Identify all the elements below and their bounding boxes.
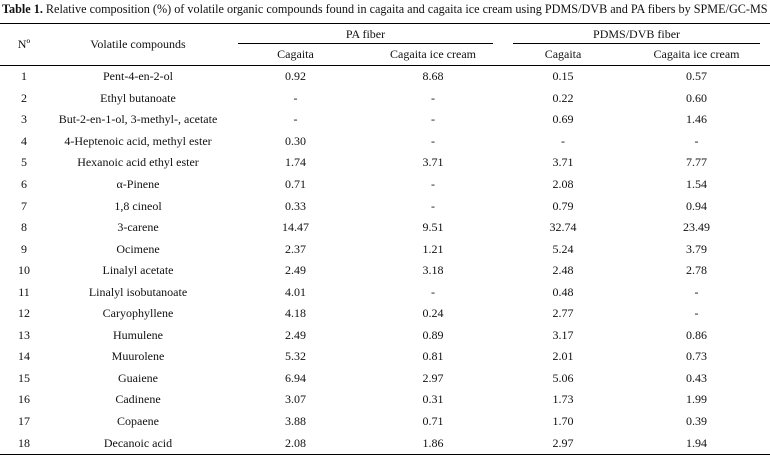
pa-ice-cream-value: 3.71: [422, 155, 444, 170]
pdms-cagaita-value: 5.24: [552, 241, 574, 256]
pdms-cagaita-value: 3.71: [552, 155, 574, 170]
table-row: [0, 174, 770, 196]
table-row: [0, 368, 770, 390]
row-number: 5: [21, 155, 27, 170]
pdms-ice-cream-value: 1.99: [686, 392, 708, 407]
pdms-cagaita-value: 5.06: [552, 370, 574, 385]
pa-ice-cream-value: 2.97: [422, 370, 444, 385]
pdms-ice-cream-value: 0.39: [686, 414, 708, 429]
header-row-groups: [0, 24, 770, 45]
table-row: [0, 346, 770, 368]
pa-ice-cream-value: 0.89: [422, 327, 444, 342]
table-row: [0, 131, 770, 153]
pdms-ice-cream-value: 1.46: [686, 112, 708, 127]
pdms-ice-cream-value: 0.43: [686, 370, 708, 385]
pa-ice-cream-value: 0.81: [422, 349, 444, 364]
pdms-cagaita-value: 1.73: [552, 392, 574, 407]
pdms-ice-cream-value: 1.94: [686, 435, 708, 450]
pdms-ice-cream-value: 0.94: [686, 198, 708, 213]
pa-ice-cream-value: 3.18: [422, 263, 444, 278]
header-pdms-ice-cream: Cagaita ice cream: [653, 47, 740, 61]
pdms-fiber-rule: [513, 43, 760, 44]
row-number: 1: [21, 69, 27, 84]
row-number: 6: [21, 177, 27, 191]
compound-name: Caryophyllene: [102, 306, 174, 321]
pa-ice-cream-value: 8.68: [422, 69, 444, 84]
compound-name: Linalyl acetate: [102, 263, 174, 278]
pa-cagaita-value: 2.49: [285, 327, 306, 342]
compound-name: Cadinene: [115, 392, 161, 407]
table-row: [0, 238, 770, 260]
pdms-cagaita-value: 0.22: [552, 90, 574, 105]
pa-cagaita-value: 0.92: [285, 69, 306, 84]
header-pa-fiber: [228, 24, 503, 45]
pdms-cagaita-value: 2.97: [552, 435, 574, 450]
row-number: 3: [21, 112, 27, 127]
pdms-cagaita-value: 0.15: [552, 69, 574, 84]
compound-name: 4-Heptenoic acid, methyl ester: [64, 133, 212, 148]
compound-name: α-Pinene: [116, 177, 160, 191]
pdms-ice-cream-value: 0.60: [686, 90, 708, 105]
pdms-ice-cream-value: 0.57: [686, 69, 708, 84]
pa-cagaita-value: -: [293, 112, 298, 127]
row-number: 10: [18, 263, 30, 278]
row-number: 18: [18, 435, 30, 450]
compound-name: Pent-4-en-2-ol: [103, 69, 173, 84]
row-number: 4: [21, 133, 27, 148]
row-number: 8: [21, 220, 27, 235]
table-row: [0, 389, 770, 411]
compound-name: But-2-en-1-ol, 3-methyl-, acetate: [58, 112, 218, 127]
pa-fiber-rule: [238, 43, 493, 44]
row-number: 14: [18, 349, 30, 364]
header-pa-cagaita: Cagaita: [277, 47, 314, 61]
pdms-ice-cream-value: 0.86: [686, 327, 708, 342]
pdms-cagaita-value: 1.70: [552, 414, 574, 429]
pa-cagaita-value: 6.94: [285, 370, 306, 385]
table-body: [0, 66, 770, 455]
pdms-ice-cream-value: -: [694, 133, 699, 148]
header-number: Nº: [17, 37, 31, 51]
table-row: [0, 152, 770, 174]
compound-name: Linalyl isobutanoate: [88, 284, 188, 299]
header-pdms-cagaita: Cagaita: [544, 47, 582, 61]
table-row: [0, 411, 770, 433]
compound-name: Humulene: [113, 327, 163, 342]
table-row: [0, 432, 770, 454]
compound-name: Guaiene: [118, 370, 158, 385]
pa-ice-cream-value: 9.51: [422, 220, 444, 235]
table-row: [0, 303, 770, 325]
row-number: 7: [21, 198, 27, 213]
table-caption-text: Relative composition (%) of volatile organic compounds found in cagaita and cagaita ice cream using PDMS/DVB and PA fibers by SPME/GC-MS: [42, 2, 768, 16]
pa-cagaita-value: 5.32: [285, 349, 306, 364]
pa-ice-cream-value: -: [431, 112, 435, 127]
pdms-cagaita-value: 0.48: [552, 284, 574, 299]
pdms-ice-cream-value: 0.73: [686, 349, 708, 364]
header-pa-fiber-label: PA fiber: [345, 26, 386, 41]
table-caption-label: Table 1.: [2, 2, 43, 16]
compound-name: 3-carene: [117, 220, 159, 235]
table-row: [0, 195, 770, 217]
pa-ice-cream-value: -: [431, 198, 435, 213]
pa-cagaita-value: 14.47: [282, 220, 309, 235]
compound-name: Copaene: [117, 414, 159, 429]
table-caption: [2, 2, 768, 17]
row-number: 12: [18, 306, 30, 321]
pa-cagaita-value: 0.30: [285, 133, 306, 148]
compound-name: Muurolene: [111, 349, 165, 364]
pdms-cagaita-value: 2.77: [552, 306, 574, 321]
pa-cagaita-value: 3.88: [285, 414, 306, 429]
pa-cagaita-value: 4.18: [285, 306, 306, 321]
pa-cagaita-value: 0.71: [285, 177, 306, 191]
pa-cagaita-value: 4.01: [285, 284, 306, 299]
pa-ice-cream-value: -: [431, 284, 435, 299]
compound-name: Hexanoic acid ethyl ester: [77, 155, 199, 170]
header-volatile-compounds: Volatile compounds: [90, 37, 186, 51]
pa-ice-cream-value: 0.71: [422, 414, 444, 429]
compound-name: Ocimene: [116, 241, 160, 256]
pdms-cagaita-value: 2.48: [552, 263, 574, 278]
pdms-cagaita-value: 3.17: [552, 327, 574, 342]
row-number: 16: [18, 392, 30, 407]
table-row: [0, 281, 770, 303]
compound-name: Decanoic acid: [103, 435, 173, 450]
pa-cagaita-value: 2.37: [285, 241, 306, 256]
pdms-ice-cream-value: -: [694, 306, 699, 321]
table-row: [0, 260, 770, 282]
pdms-cagaita-value: -: [561, 133, 566, 148]
table-row: [0, 88, 770, 110]
pa-ice-cream-value: -: [431, 133, 435, 148]
pa-ice-cream-value: 1.86: [422, 435, 444, 450]
pdms-cagaita-value: 0.79: [552, 198, 574, 213]
pdms-cagaita-value: 2.08: [552, 177, 574, 191]
pdms-cagaita-value: 0.69: [552, 112, 574, 127]
header-pa-ice-cream: Cagaita ice cream: [390, 47, 476, 61]
pa-cagaita-value: 2.49: [285, 263, 306, 278]
header-pdms-dvb-fiber-label: PDMS/DVB fiber: [593, 26, 681, 41]
pa-cagaita-value: 0.33: [285, 198, 306, 213]
table-row: [0, 217, 770, 239]
pa-cagaita-value: -: [293, 90, 298, 105]
pa-cagaita-value: 3.07: [285, 392, 306, 407]
pdms-ice-cream-value: 7.77: [686, 155, 708, 170]
pa-ice-cream-value: -: [431, 90, 435, 105]
pa-cagaita-value: 2.08: [285, 435, 306, 450]
row-number: 9: [21, 241, 27, 256]
table-row: [0, 325, 770, 347]
row-number: 11: [18, 284, 30, 299]
pdms-cagaita-value: 32.74: [549, 220, 577, 235]
pdms-cagaita-value: 2.01: [552, 349, 574, 364]
pdms-ice-cream-value: 2.78: [686, 263, 708, 278]
table-row: [0, 109, 770, 131]
pa-cagaita-value: 1.74: [285, 155, 306, 170]
pa-ice-cream-value: 0.24: [422, 306, 444, 321]
pdms-ice-cream-value: 23.49: [683, 220, 711, 235]
header-pdms-dvb-fiber: [503, 24, 770, 45]
pdms-ice-cream-value: 3.79: [686, 241, 708, 256]
row-number: 13: [18, 327, 30, 342]
row-number: 15: [18, 370, 30, 385]
row-number: 17: [18, 414, 30, 429]
pdms-ice-cream-value: 1.54: [686, 177, 708, 191]
volatile-compounds-table: [0, 23, 770, 455]
pa-ice-cream-value: 1.21: [422, 241, 444, 256]
compound-name: Ethyl butanoate: [100, 90, 176, 105]
table-row: [0, 66, 770, 88]
pa-ice-cream-value: 0.31: [422, 392, 444, 407]
compound-name: 1,8 cineol: [114, 198, 162, 213]
pa-ice-cream-value: -: [431, 177, 435, 191]
row-number: 2: [21, 90, 27, 105]
pdms-ice-cream-value: -: [694, 284, 699, 299]
